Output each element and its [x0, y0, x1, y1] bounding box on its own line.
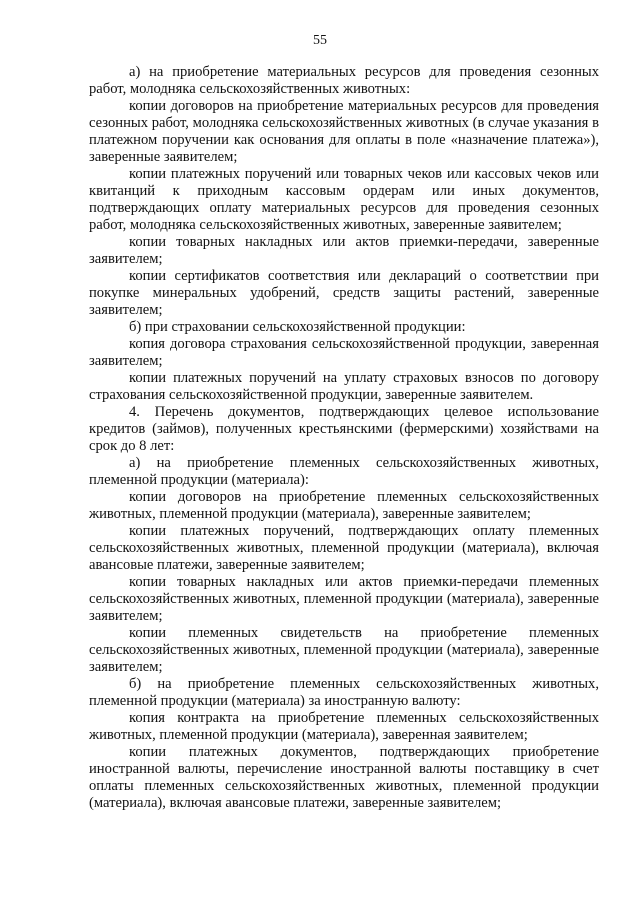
paragraph: копии договоров на приобретение племенных сельскохозяйственных животных, племенной продукции (материала), заверенные заявителем; — [89, 489, 599, 522]
paragraph: копии платежных поручений или товарных чеков или кассовых чеков или квитанций к приходным кассовым ордерам или иных документов, подтверждающих оплату материальных ресурсов для проведения сезонных работ, молодняка сельскохозяйственных животных, заверенные заявителем; — [89, 166, 599, 233]
paragraph: б) на приобретение племенных сельскохозяйственных животных, племенной продукции (материала) за иностранную валюту: — [89, 676, 599, 709]
paragraph: копии племенных свидетельств на приобретение племенных сельскохозяйственных животных, племенной продукции (материала), заверенные заявителем; — [89, 625, 599, 675]
paragraph: копии платежных поручений на уплату страховых взносов по договору страхования сельскохозяйственной продукции, заверенные заявителем. — [89, 370, 599, 403]
paragraph: копии платежных поручений, подтверждающих оплату племенных сельскохозяйственных животных, племенной продукции (материала), включая авансовые платежи, заверенные заявителем; — [89, 523, 599, 573]
paragraph: копии платежных документов, подтверждающих приобретение иностранной валюты, перечисление иностранной валюты поставщику в счет оплаты племенных сельскохозяйственных животных, племенной продукции (материала), включая авансовые платежи, заверенные заявителем; — [89, 744, 599, 811]
paragraph: а) на приобретение материальных ресурсов для проведения сезонных работ, молодняка сельскохозяйственных животных: — [89, 64, 599, 97]
document-body — [89, 64, 599, 812]
paragraph: б) при страховании сельскохозяйственной продукции: — [129, 319, 466, 335]
paragraph: а) на приобретение племенных сельскохозяйственных животных, племенной продукции (материала): — [89, 455, 599, 488]
paragraph: копия договора страхования сельскохозяйственной продукции, заверенная заявителем; — [89, 336, 599, 369]
paragraph: 4. Перечень документов, подтверждающих целевое использование кредитов (займов), полученных крестьянскими (фермерскими) хозяйствами на срок до 8 лет: — [89, 404, 599, 454]
paragraph: копии сертификатов соответствия или деклараций о соответствии при покупке минеральных удобрений, средств защиты растений, заверенные заявителем; — [89, 268, 599, 318]
paragraph: копии товарных накладных или актов приемки-передачи, заверенные заявителем; — [89, 234, 599, 267]
paragraph: копия контракта на приобретение племенных сельскохозяйственных животных, племенной продукции (материала), заверенная заявителем; — [89, 710, 599, 743]
paragraph: копии договоров на приобретение материальных ресурсов для проведения сезонных работ, молодняка сельскохозяйственных животных (в случае указания в платежном поручении как основания для оплаты в поле «назначение платежа»), заверенные заявителем; — [89, 98, 599, 165]
page-number: 55 — [313, 33, 327, 48]
paragraph: копии товарных накладных или актов приемки-передачи племенных сельскохозяйственных животных, племенной продукции (материала), заверенные заявителем; — [89, 574, 599, 624]
